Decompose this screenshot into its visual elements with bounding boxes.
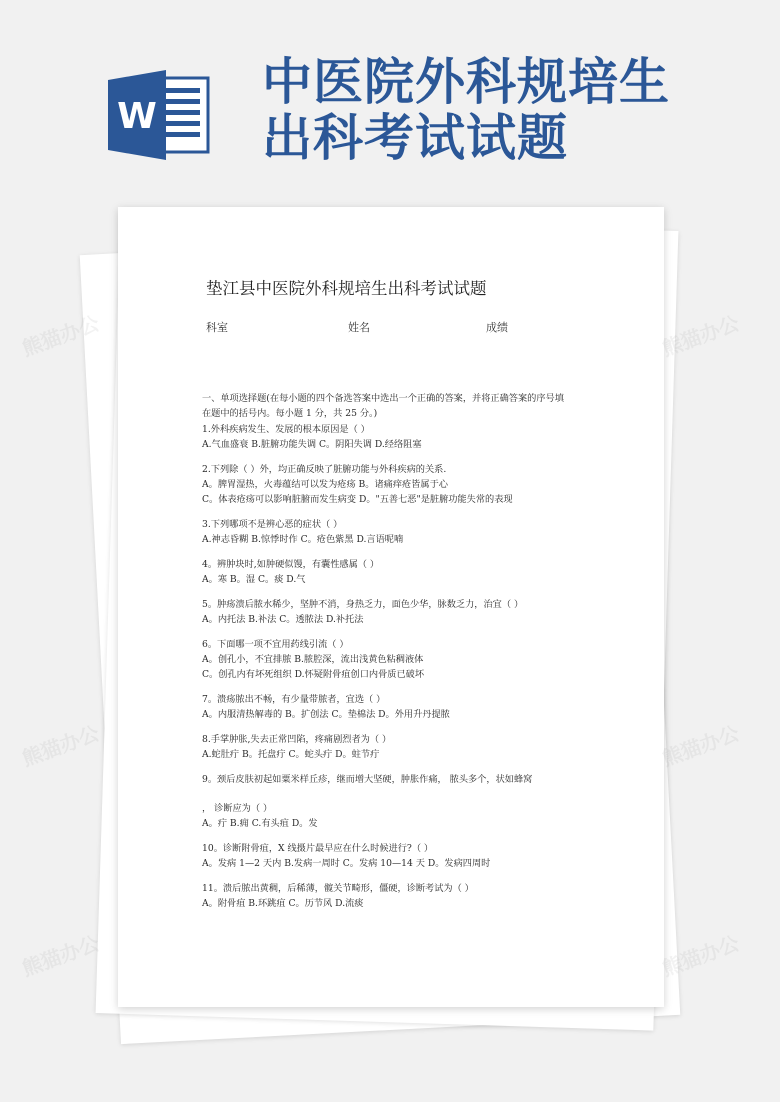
question-options: A。内服清热解毒的 B。扩创法 C。垫棉法 D。外用升丹提脓 [202,709,450,720]
question-stem: 11。溃后脓出黄稠，后稀薄，髋关节畸形，僵硬，诊断考试为（ ） [202,883,474,894]
question-stem: ， 诊断应为（ ） [202,803,273,814]
page-title-line-1: 中医院外科规培生 [262,53,670,111]
question-options: A。脾胃湿热，火毒蕴结可以发为疮疡 B。诸痛痒疮皆属于心 [202,479,448,490]
question-item [202,732,612,762]
question-item [202,557,612,587]
question-options: A。创孔小，不宜排脓 B.脓腔深，流出浅黄色粘稠液体 [202,654,424,665]
watermark: 熊猫办公 [18,310,103,361]
word-logo-icon [108,70,210,160]
department-label: 科室 [206,321,228,334]
document-page [118,207,664,1007]
question-item [202,801,612,831]
question-item [202,422,612,452]
question-options: A.神志昏糊 B.惊悸时作 C。疮色紫黑 D.言语呢喃 [202,534,404,545]
section-heading [202,391,612,421]
question-list [202,422,612,911]
section-heading-line-2: 在题中的括号内。每小题 1 分，共 25 分。) [202,408,378,419]
question-options: A。发病 1—2 天内 B.发病一周时 C。发病 10—14 天 D。发病四周时 [202,858,491,869]
question-options: A.气血盛衰 B.脏腑功能失调 C。阴阳失调 D.经络阻塞 [202,439,422,450]
question-options: A。内托法 B.补法 C。透脓法 D.补托法 [202,614,364,625]
question-stem: 5。肿疡溃后脓水稀少，坚肿不消，身热乏力，面色少华，脉数乏力，治宜（ ） [202,599,524,610]
page-title-line-2: 出科考试试题 [262,109,568,167]
question-options: A。疔 B.痈 C.有头疽 D。发 [202,818,318,829]
question-item [202,881,612,911]
score-label: 成绩 [486,321,508,334]
question-item [202,841,612,871]
question-stem: 4。辨肿块时,如肿硬似馒，有囊性感属（ ） [202,559,380,570]
question-options: A。寒 B。湿 C。痰 D.气 [202,574,306,585]
question-item [202,692,612,722]
question-item [202,597,612,627]
question-item [202,517,612,547]
question-item [202,772,612,787]
watermark: 熊猫办公 [658,930,743,981]
question-stem: 7。溃疡脓出不畅，有少量带脓者，宜选（ ） [202,694,386,705]
word-logo-letter: W [117,96,157,137]
watermark: 熊猫办公 [18,930,103,981]
document-title: 垫江县中医院外科规培生出科考试试题 [206,279,487,298]
watermark: 熊猫办公 [658,310,743,361]
name-label: 姓名 [348,321,370,334]
question-item [202,637,612,682]
question-options: C。创孔内有坏死组织 D.怀疑附骨疽创口内骨质已破坏 [202,669,425,680]
question-stem: 9。颈后皮肤初起如粟米样丘疹，继而增大坚硬，肿胀作痛， 脓头多个，状如蜂窝 [202,774,533,785]
question-body [202,391,612,921]
question-options: C。体表疮疡可以影响脏腑而发生病变 D。"五善七恶"是脏腑功能失常的表现 [202,494,513,505]
question-item [202,462,612,507]
section-heading-line-1: 一、单项选择题(在每小题的四个备选答案中选出一个正确的答案，并将正确答案的序号填 [202,393,564,404]
watermark: 熊猫办公 [18,720,103,771]
question-options: A。附骨疽 B.环跳疽 C。历节风 D.流痰 [202,898,364,909]
question-options: A.蛇肚疔 B。托盘疔 C。蛇头疔 D。蛀节疔 [202,749,380,760]
question-stem: 1.外科疾病发生、发展的根本原因是（ ） [202,424,370,435]
question-stem: 3.下列哪项不是辨心恶的症状（ ） [202,519,343,530]
watermark: 熊猫办公 [658,720,743,771]
question-stem: 6。下面哪一项不宜用药线引流（ ） [202,639,349,650]
question-stem: 2.下列除（ ）外，均正确反映了脏腑功能与外科疾病的关系. [202,464,447,475]
question-stem: 8.手掌肿胀,失去正常凹陷，疼痛剧烈者为（ ） [202,734,392,745]
question-stem: 10。诊断附骨疽，X 线摄片最早应在什么时候进行?（ ） [202,843,434,854]
